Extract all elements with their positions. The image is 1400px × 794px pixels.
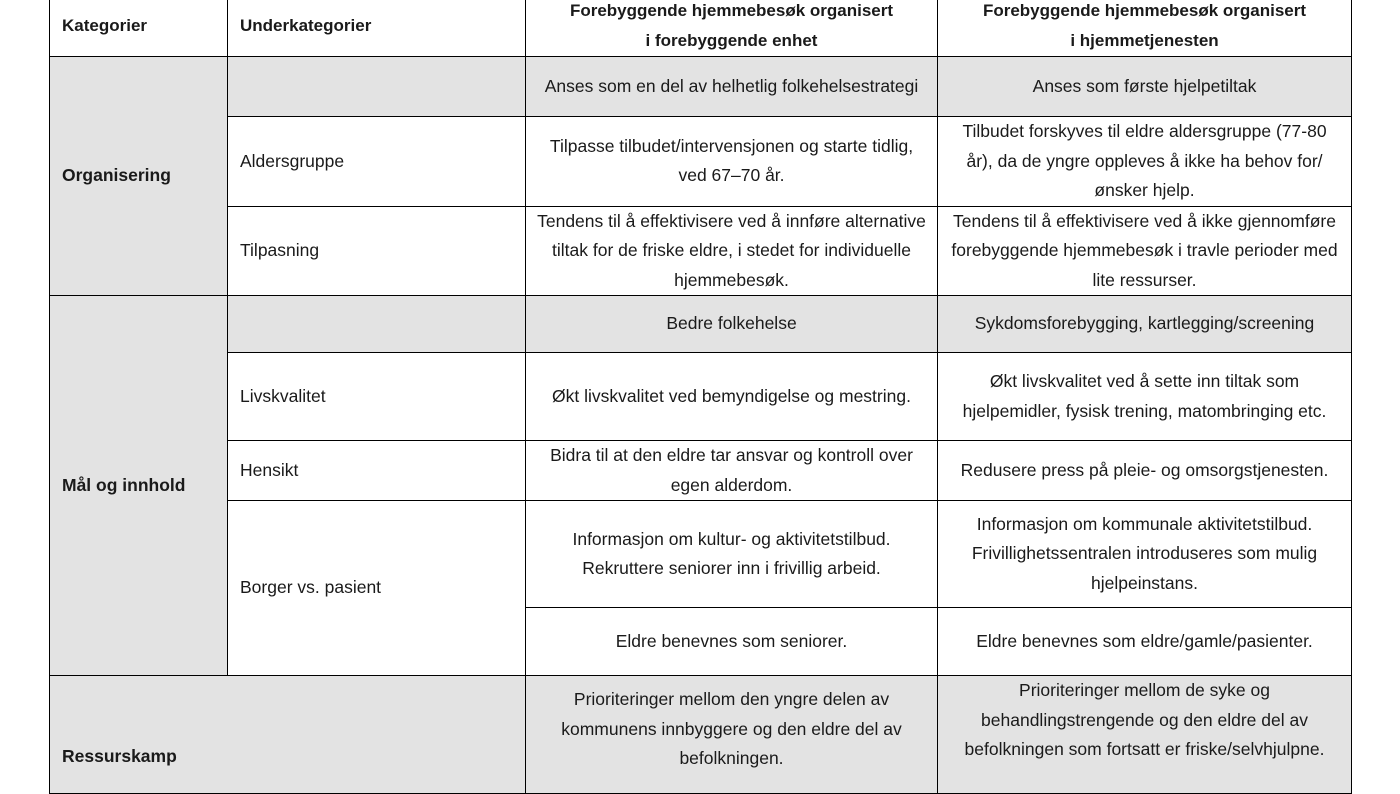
comparison-table: [49, 0, 1352, 794]
table-row: [50, 353, 1352, 441]
table-row: [50, 57, 1352, 117]
table-row: [50, 676, 1352, 794]
summary-cell-b: Anses som første hjelpetiltak: [938, 57, 1352, 117]
header-forebyggende-enhet: [526, 0, 938, 57]
cell-a: Bidra til at den eldre tar ansvar og kontroll over egen alderdom.: [526, 441, 938, 501]
cell-b: Prioriteringer mellom de syke og behandlingstrengende og den eldre del av befolkningen som fortsatt er friske/selvhjulpne.: [938, 676, 1352, 794]
cell-b: Informasjon om kommunale aktivitetstilbud. Frivillighetssentralen introduseres som mulig hjelpeinstans.: [938, 501, 1352, 608]
cell-a: Prioriteringer mellom den yngre delen av kommunens innbyggere og den eldre del av befolkningen.: [526, 676, 938, 794]
table-row: [50, 117, 1352, 207]
subcategory-empty: [228, 296, 526, 353]
summary-cell-b: Sykdomsforebygging, kartlegging/screening: [938, 296, 1352, 353]
cell-a: Informasjon om kultur- og aktivitetstilbud. Rekruttere seniorer inn i frivillig arbeid.: [526, 501, 938, 608]
subcategory-livskvalitet: Livskvalitet: [228, 353, 526, 441]
subcategory-empty: [228, 57, 526, 117]
header-col4-line2: i hjemmetjenesten: [1070, 30, 1219, 50]
cell-b: Eldre benevnes som eldre/gamle/pasienter.: [938, 608, 1352, 676]
table-row: [50, 441, 1352, 501]
cell-b: Tendens til å effektivisere ved å ikke gjennomføre forebyggende hjemmebesøk i travle perioder med lite ressurser.: [938, 206, 1352, 296]
cell-b: Tilbudet forskyves til eldre aldersgruppe (77-80 år), da de yngre oppleves å ikke ha behov for/ønsker hjelp.: [938, 117, 1352, 207]
header-col4-line1: Forebyggende hjemmebesøk organisert: [982, 1, 1307, 20]
summary-cell-a: Bedre folkehelse: [526, 296, 938, 353]
subcategory-tilpasning: Tilpasning: [228, 206, 526, 296]
subcategory-hensikt: Hensikt: [228, 441, 526, 501]
header-row: [50, 0, 1352, 57]
category-maal-og-innhold: Mål og innhold: [50, 296, 228, 676]
table-row: [50, 206, 1352, 296]
cell-a: Økt livskvalitet ved bemyndigelse og mestring.: [526, 353, 938, 441]
category-ressurskamp: Ressurskamp: [50, 676, 526, 794]
subcategory-aldersgruppe: Aldersgruppe: [228, 117, 526, 207]
subcategory-borger-vs-pasient: Borger vs. pasient: [228, 501, 526, 676]
table-row: [50, 296, 1352, 353]
header-col3-line2: i forebyggende enhet: [645, 30, 818, 50]
cell-b: Økt livskvalitet ved å sette inn tiltak som hjelpemidler, fysisk trening, matombringing etc.: [938, 353, 1352, 441]
header-underkategorier: Underkategorier: [228, 0, 526, 57]
cell-a: Eldre benevnes som seniorer.: [526, 608, 938, 676]
cell-a: Tendens til å effektivisere ved å innføre alternative tiltak for de friske eldre, i stedet for individuelle hjemmebesøk.: [526, 206, 938, 296]
header-col3-line1: Forebyggende hjemmebesøk organisert: [569, 1, 894, 20]
cell-a: Tilpasse tilbudet/intervensjonen og starte tidlig, ved 67–70 år.: [526, 117, 938, 207]
cell-b: Redusere press på pleie- og omsorgstjenesten.: [938, 441, 1352, 501]
table-row: [50, 501, 1352, 608]
summary-cell-a: Anses som en del av helhetlig folkehelsestrategi: [526, 57, 938, 117]
category-organisering: Organisering: [50, 57, 228, 296]
header-kategorier: Kategorier: [50, 0, 228, 57]
header-hjemmetjenesten: [938, 0, 1352, 57]
